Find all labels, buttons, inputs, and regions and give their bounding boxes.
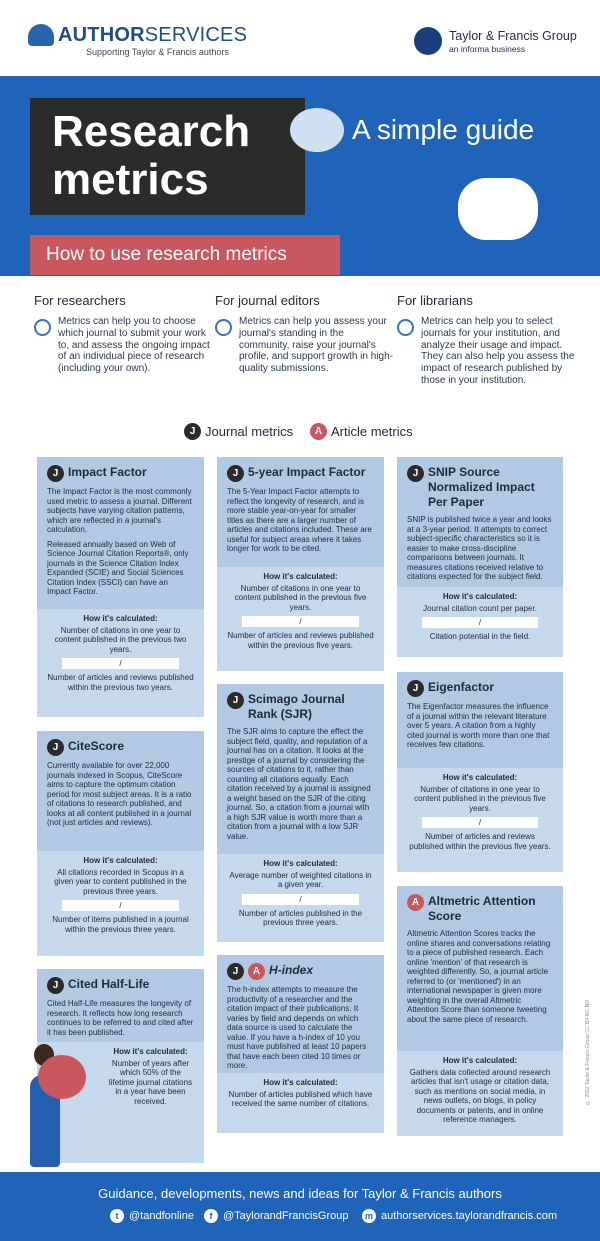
- card-h-index: J A H-index The h-index attempts to measure the productivity of a researcher and the citation impact of their publications. It varies by field and depends on which data source is used to calculate the value. If you have a h-index of 10 you must have published at least 10 papers that have each been cited 10 times or more. How it's calculated: Number of articles published which have received the same number of citations.: [217, 955, 384, 1133]
- heart-icon: [38, 1055, 86, 1099]
- audience-librarians: For librarians Metrics can help you to select journals for your institution, and analyze their usage and impact. They can also help you assess the impact of research published by those in your institution.: [397, 293, 577, 387]
- website-icon: m: [362, 1209, 376, 1223]
- card-impact-factor: J Impact Factor The Impact Factor is the most commonly used metric to assess a journal. Different subjects have varying citation patterns, which are reflected in a journal's calculation. Released annually based on Web of Science Journal Citation Reports®, only journals in the Science Citation Index Expanded (SCIE) and Social Sciences Citation Index (SSCI) can have an Impact Factor. How it's calculated: Number of citations in one year to content published in the previous two years. / Number of articles and reviews published within the previous two years.: [37, 457, 204, 717]
- card-eigenfactor: J Eigenfactor The Eigenfactor measures the influence of a journal within the relevant literature over 5 years. A citation from a highly cited journal is worth more than one that receives few citations. How it's calculated: Number of citations in one year to content published in the previous five years. / Number of articles and reviews published within the previous five years.: [397, 672, 563, 872]
- twitter-icon: t: [110, 1209, 124, 1223]
- twitter-link[interactable]: t @tandfonline: [110, 1209, 194, 1223]
- audience-editors: For journal editors Metrics can help you assess your journal's standing in the community, raise your journal's profile, and support growth in high-quality submissions.: [215, 293, 395, 375]
- publisher-name[interactable]: Taylor & Francis Group: [449, 29, 577, 43]
- footer: [0, 1172, 600, 1241]
- card-cited-half-life: J Cited Half-Life Cited Half-Life measures the longevity of research. It reflects how long research continues to be referred to and cited after it has been published. How it's calculated: Number of years after which 50% of the lifetime journal citations in a year have been received.: [37, 969, 204, 1163]
- author-services-logo-icon: [28, 24, 54, 46]
- journal-badge-icon: J: [184, 423, 201, 440]
- header: [0, 0, 600, 76]
- copyright-note: © 2022 Taylor & Francis Group CC BY-NC-ND: [585, 1000, 591, 1105]
- website-link[interactable]: m authorservices.taylorandfrancis.com: [362, 1209, 557, 1223]
- card-5-year-impact-factor: J 5-year Impact Factor The 5-Year Impact Factor attempts to reflect the longevity of research, and is more stable year-on-year for smaller titles as there are a larger number of articles and citations included. These are useful for subject areas where it takes longer for work to be cited. How it's calculated: Number of citations in one year to content published in the previous five years. / Number of articles and reviews published within the previous five years.: [217, 457, 384, 671]
- card-citescore: J CiteScore Currently available for over 22,000 journals indexed in Scopus, CiteScore aims to capture the optimum citation period for most subject areas. It is a ratio of citations to research published, and looks at all content published in a journal (not just articles and reviews). How it's calculated: All citations recorded in Scopus in a given year to content published in the previous three years. / Number of items published in a journal within the previous three years.: [37, 731, 204, 956]
- card-sjr: J Scimago Journal Rank (SJR) The SJR aims to capture the effect the subject field, quality, and reputation of a journal has on a citation. It looks at the prestige of a journal by considering the sources of citations to it, rather than counting all citations equally. Each citation received by a journal is assigned a weight based on the SJR of the citing journal. So, a citation from a journal with a high SJR value is worth more than a citation from a journal with a low SJR value. How it's calculated: Average number of weighted citations in a given year. / Number of articles published in the previous three years.: [217, 684, 384, 942]
- guide-subtitle: A simple guide: [352, 114, 535, 145]
- brand-tagline: Supporting Taylor & Francis authors: [86, 47, 229, 57]
- brand-title[interactable]: AUTHORSERVICES: [58, 24, 248, 46]
- publisher-sub: an informa business: [449, 44, 526, 54]
- footer-tagline: Guidance, developments, news and ideas for Taylor & Francis authors: [98, 1186, 502, 1201]
- legend-article: A Article metrics: [310, 423, 413, 440]
- legend-journal: J Journal metrics: [184, 423, 293, 440]
- page-title: Research metrics: [30, 98, 305, 215]
- audience-researchers: For researchers Metrics can help you to choose which journal to submit your work to, and assess the ongoing impact of an individual piece of research (including your own).: [34, 293, 214, 375]
- section-banner: How to use research metrics: [30, 235, 340, 275]
- card-altmetric: A Altmetric Attention Score Altmetric Attention Scores tracks the online shares and conversations relating to a piece of published research. Each online 'mention' of that research is weighted differently. So, a journal article referred to (or 'mentioned') in an international newspaper is given more weighting in the overall Altmetric Attention Score than someone tweeting about the same piece of research. How it's calculated: Gathers data collected around research articles that isn't usage or citation data, such as mentions on social media, in news outlets, on blogs, in policy documents or patents, and in online reference managers.: [397, 886, 563, 1136]
- card-snip: J SNIP Source Normalized Impact Per Paper SNIP is published twice a year and looks at a 3-year period. It attempts to correct subject-specific characteristics so it is easier to make cross-discipline comparisons between journals. It measures citations received relative to citations expected for the subject field. How it's calculated: Journal citation count per paper. / Citation potential in the field.: [397, 457, 563, 657]
- facebook-link[interactable]: f @TaylorandFrancisGroup: [204, 1209, 349, 1223]
- touch-hand-icon: [458, 178, 538, 240]
- facebook-icon: f: [204, 1209, 218, 1223]
- taylor-francis-logo-icon: [414, 27, 442, 55]
- pointing-hand-icon: [290, 108, 344, 152]
- article-badge-icon: A: [310, 423, 327, 440]
